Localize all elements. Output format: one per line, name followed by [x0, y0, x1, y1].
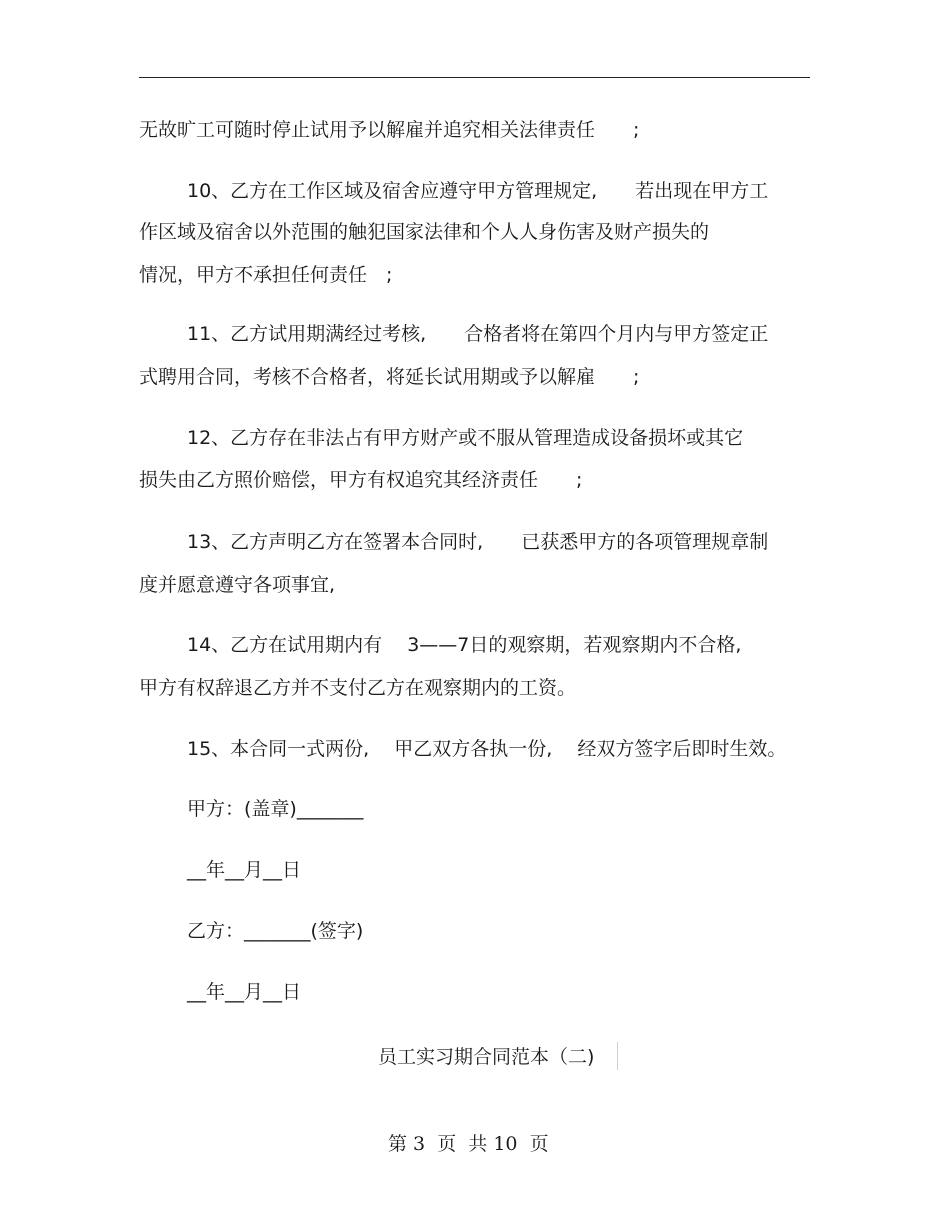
- clause-12-line-2: 损失由乙方照价赔偿，甲方有权追究其经济责任 ;: [139, 469, 583, 491]
- section-title: 员工实习期合同范本（二): [378, 1046, 595, 1068]
- party-b-date: __年__月__日: [187, 981, 302, 1003]
- page-footer: 第 3 页 共 10 页: [388, 1133, 549, 1155]
- clause-9-continuation: 无故旷工可随时停止试用予以解雇并追究相关法律责任 ;: [139, 119, 640, 141]
- clause-10-line-1: 10、乙方在工作区域及宿舍应遵守甲方管理规定, 若出现在甲方工: [187, 180, 769, 202]
- clause-11-line-2: 式聘用合同，考核不合格者，将延长试用期或予以解雇 ;: [139, 366, 640, 388]
- clause-13-line-2: 度并愿意遵守各项事宜,: [139, 574, 336, 596]
- header-rule: [139, 77, 810, 78]
- party-a-seal: 甲方：(盖章)_______: [187, 798, 364, 820]
- clause-12-line-1: 12、乙方存在非法占有甲方财产或不服从管理造成设备损坏或其它: [187, 427, 744, 449]
- clause-13-line-1: 13、乙方声明乙方在签署本合同时, 已获悉甲方的各项管理规章制: [187, 531, 769, 553]
- clause-11-line-1: 11、乙方试用期满经过考核, 合格者将在第四个月内与甲方签定正: [187, 323, 769, 345]
- clause-15: 15、本合同一式两份, 甲乙双方各执一份, 经双方签字后即时生效。: [187, 738, 787, 760]
- text-cursor: [617, 1042, 618, 1070]
- clause-14-line-2: 甲方有权辞退乙方并不支付乙方在观察期内的工资。: [139, 677, 577, 699]
- party-a-date: __年__月__日: [187, 859, 302, 881]
- clause-10-line-2: 作区域及宿舍以外范围的触犯国家法律和个人人身伤害及财产损失的: [139, 221, 710, 243]
- party-b-signature: 乙方：_______(签字): [187, 920, 364, 942]
- clause-10-line-3: 情况，甲方不承担任何责任 ;: [139, 264, 393, 286]
- clause-14-line-1: 14、乙方在试用期内有 3——7日的观察期，若观察期内不合格,: [187, 634, 742, 656]
